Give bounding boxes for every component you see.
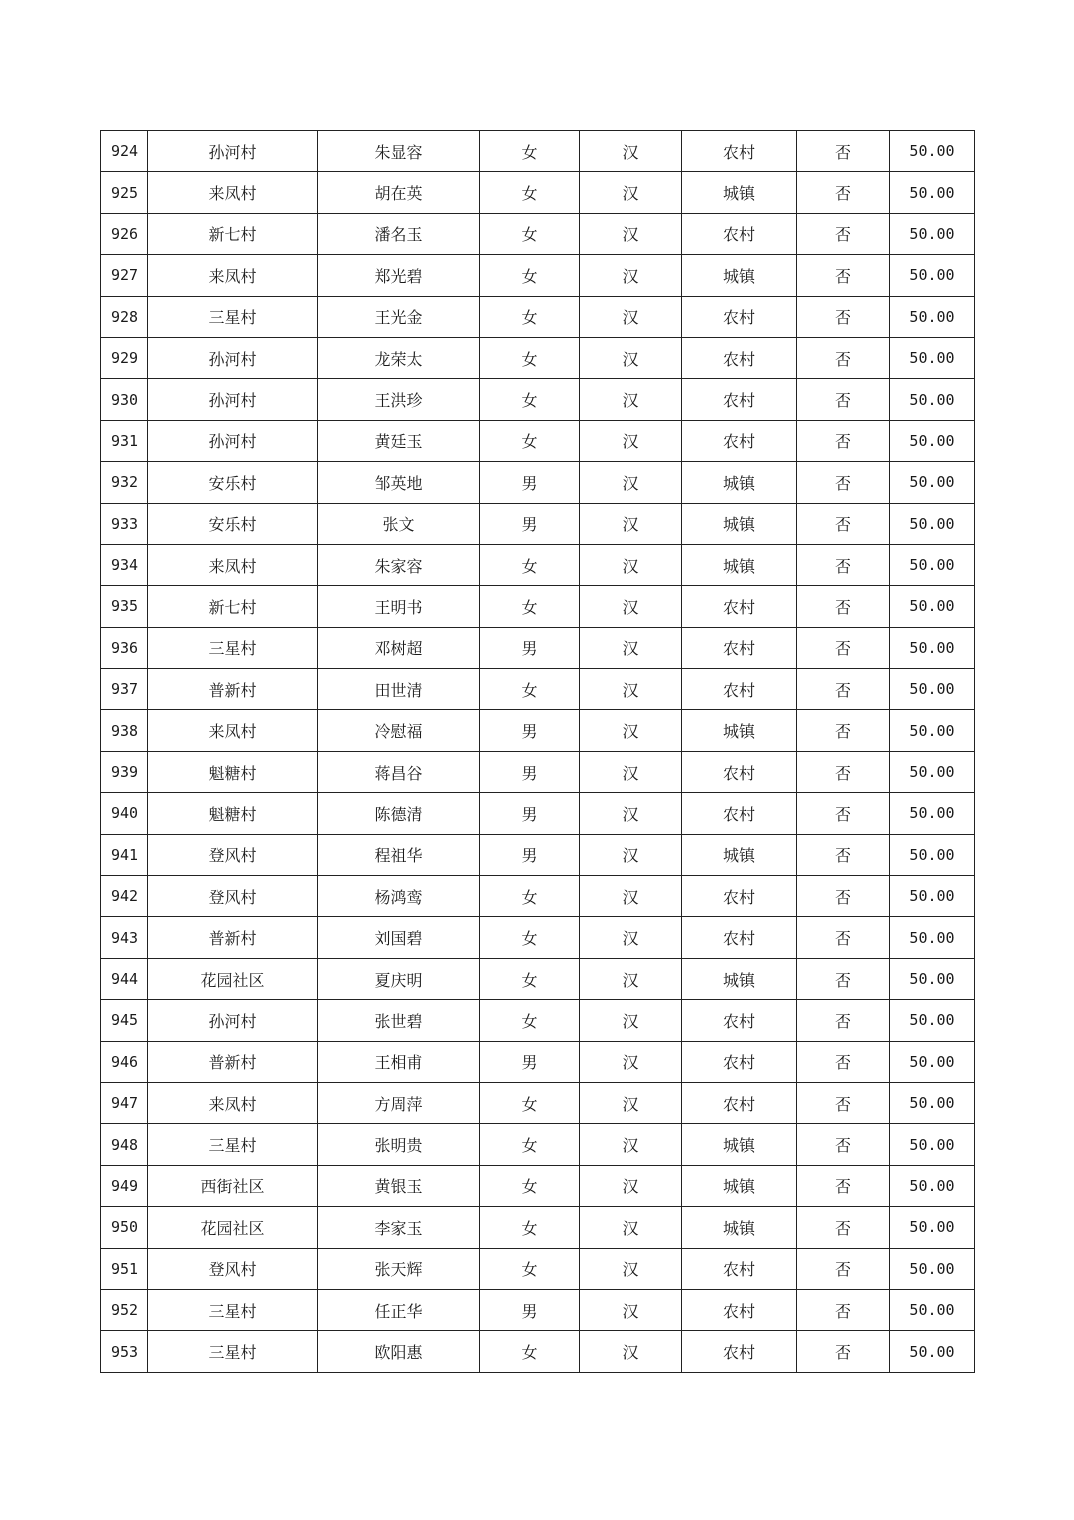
table-row (101, 917, 975, 958)
cell-flag: 否 (797, 793, 890, 834)
cell-gender: 女 (480, 1165, 580, 1206)
roster-table (100, 130, 975, 1373)
cell-gender: 男 (480, 1041, 580, 1082)
cell-village: 孙河村 (148, 379, 318, 420)
cell-flag: 否 (797, 1082, 890, 1123)
cell-person-name: 方周萍 (318, 1082, 480, 1123)
cell-amount: 50.00 (890, 1124, 975, 1165)
cell-serial-number: 940 (101, 793, 148, 834)
cell-residence-type: 农村 (682, 876, 797, 917)
cell-village: 三星村 (148, 627, 318, 668)
cell-residence-type: 农村 (682, 627, 797, 668)
cell-amount: 50.00 (890, 669, 975, 710)
cell-person-name: 黄银玉 (318, 1165, 480, 1206)
cell-person-name: 朱家容 (318, 544, 480, 585)
table-row (101, 1207, 975, 1248)
cell-village: 孙河村 (148, 131, 318, 172)
cell-ethnicity: 汉 (580, 1331, 682, 1372)
cell-ethnicity: 汉 (580, 793, 682, 834)
cell-amount: 50.00 (890, 337, 975, 378)
table-row (101, 1289, 975, 1330)
document-page (100, 130, 974, 1373)
cell-gender: 女 (480, 544, 580, 585)
cell-flag: 否 (797, 1165, 890, 1206)
cell-person-name: 张天辉 (318, 1248, 480, 1289)
table-row (101, 1331, 975, 1372)
cell-serial-number: 927 (101, 255, 148, 296)
cell-residence-type: 城镇 (682, 1124, 797, 1165)
cell-amount: 50.00 (890, 296, 975, 337)
table-row (101, 793, 975, 834)
cell-village: 登风村 (148, 1248, 318, 1289)
cell-amount: 50.00 (890, 420, 975, 461)
cell-person-name: 王洪珍 (318, 379, 480, 420)
cell-village: 魁糖村 (148, 793, 318, 834)
cell-flag: 否 (797, 420, 890, 461)
cell-gender: 男 (480, 793, 580, 834)
cell-serial-number: 933 (101, 503, 148, 544)
cell-person-name: 夏庆明 (318, 958, 480, 999)
cell-serial-number: 934 (101, 544, 148, 585)
cell-person-name: 田世清 (318, 669, 480, 710)
cell-gender: 女 (480, 379, 580, 420)
table-row (101, 958, 975, 999)
cell-gender: 男 (480, 627, 580, 668)
table-row (101, 586, 975, 627)
cell-ethnicity: 汉 (580, 1289, 682, 1330)
table-row (101, 255, 975, 296)
cell-flag: 否 (797, 958, 890, 999)
cell-gender: 女 (480, 1248, 580, 1289)
cell-person-name: 邹英地 (318, 462, 480, 503)
cell-flag: 否 (797, 544, 890, 585)
cell-residence-type: 城镇 (682, 1207, 797, 1248)
cell-gender: 男 (480, 1289, 580, 1330)
cell-residence-type: 农村 (682, 296, 797, 337)
table-row (101, 627, 975, 668)
cell-serial-number: 928 (101, 296, 148, 337)
cell-ethnicity: 汉 (580, 296, 682, 337)
cell-ethnicity: 汉 (580, 255, 682, 296)
cell-village: 来凤村 (148, 255, 318, 296)
cell-serial-number: 925 (101, 172, 148, 213)
cell-amount: 50.00 (890, 1331, 975, 1372)
cell-serial-number: 924 (101, 131, 148, 172)
cell-serial-number: 951 (101, 1248, 148, 1289)
cell-serial-number: 939 (101, 751, 148, 792)
cell-amount: 50.00 (890, 710, 975, 751)
cell-ethnicity: 汉 (580, 462, 682, 503)
cell-gender: 女 (480, 296, 580, 337)
cell-person-name: 龙荣太 (318, 337, 480, 378)
cell-gender: 女 (480, 420, 580, 461)
cell-person-name: 邓树超 (318, 627, 480, 668)
cell-serial-number: 926 (101, 213, 148, 254)
cell-gender: 女 (480, 1331, 580, 1372)
cell-serial-number: 935 (101, 586, 148, 627)
table-row (101, 213, 975, 254)
cell-ethnicity: 汉 (580, 586, 682, 627)
cell-flag: 否 (797, 255, 890, 296)
cell-serial-number: 938 (101, 710, 148, 751)
table-row (101, 420, 975, 461)
cell-person-name: 李家玉 (318, 1207, 480, 1248)
table-row (101, 172, 975, 213)
cell-residence-type: 城镇 (682, 462, 797, 503)
cell-residence-type: 农村 (682, 586, 797, 627)
cell-person-name: 蒋昌谷 (318, 751, 480, 792)
cell-village: 三星村 (148, 296, 318, 337)
cell-amount: 50.00 (890, 958, 975, 999)
cell-serial-number: 937 (101, 669, 148, 710)
cell-flag: 否 (797, 379, 890, 420)
cell-flag: 否 (797, 337, 890, 378)
cell-residence-type: 城镇 (682, 503, 797, 544)
cell-serial-number: 947 (101, 1082, 148, 1123)
cell-ethnicity: 汉 (580, 669, 682, 710)
cell-person-name: 郑光碧 (318, 255, 480, 296)
cell-residence-type: 城镇 (682, 255, 797, 296)
cell-flag: 否 (797, 1331, 890, 1372)
cell-village: 魁糖村 (148, 751, 318, 792)
cell-serial-number: 949 (101, 1165, 148, 1206)
cell-ethnicity: 汉 (580, 379, 682, 420)
cell-village: 花园社区 (148, 1207, 318, 1248)
cell-residence-type: 城镇 (682, 834, 797, 875)
cell-ethnicity: 汉 (580, 834, 682, 875)
cell-gender: 女 (480, 1082, 580, 1123)
cell-gender: 女 (480, 213, 580, 254)
table-row (101, 131, 975, 172)
cell-residence-type: 城镇 (682, 958, 797, 999)
cell-residence-type: 农村 (682, 379, 797, 420)
cell-flag: 否 (797, 1248, 890, 1289)
cell-residence-type: 农村 (682, 1248, 797, 1289)
cell-flag: 否 (797, 876, 890, 917)
cell-ethnicity: 汉 (580, 172, 682, 213)
cell-gender: 男 (480, 503, 580, 544)
cell-ethnicity: 汉 (580, 751, 682, 792)
table-row (101, 876, 975, 917)
cell-amount: 50.00 (890, 793, 975, 834)
cell-village: 安乐村 (148, 503, 318, 544)
cell-serial-number: 952 (101, 1289, 148, 1330)
cell-amount: 50.00 (890, 876, 975, 917)
cell-person-name: 王相甫 (318, 1041, 480, 1082)
cell-ethnicity: 汉 (580, 917, 682, 958)
cell-flag: 否 (797, 462, 890, 503)
cell-gender: 女 (480, 917, 580, 958)
cell-amount: 50.00 (890, 1248, 975, 1289)
cell-amount: 50.00 (890, 1082, 975, 1123)
cell-person-name: 朱显容 (318, 131, 480, 172)
cell-flag: 否 (797, 1000, 890, 1041)
cell-village: 新七村 (148, 213, 318, 254)
cell-gender: 女 (480, 876, 580, 917)
cell-person-name: 王明书 (318, 586, 480, 627)
cell-person-name: 陈德清 (318, 793, 480, 834)
table-row (101, 544, 975, 585)
cell-flag: 否 (797, 172, 890, 213)
cell-gender: 男 (480, 710, 580, 751)
cell-person-name: 杨鸿鸾 (318, 876, 480, 917)
cell-gender: 女 (480, 172, 580, 213)
cell-ethnicity: 汉 (580, 710, 682, 751)
cell-person-name: 欧阳惠 (318, 1331, 480, 1372)
cell-ethnicity: 汉 (580, 627, 682, 668)
cell-amount: 50.00 (890, 255, 975, 296)
cell-village: 登风村 (148, 876, 318, 917)
cell-village: 普新村 (148, 1041, 318, 1082)
cell-amount: 50.00 (890, 503, 975, 544)
cell-flag: 否 (797, 131, 890, 172)
cell-flag: 否 (797, 1207, 890, 1248)
table-row (101, 337, 975, 378)
cell-ethnicity: 汉 (580, 1248, 682, 1289)
cell-amount: 50.00 (890, 1041, 975, 1082)
cell-gender: 男 (480, 751, 580, 792)
cell-residence-type: 农村 (682, 337, 797, 378)
cell-amount: 50.00 (890, 379, 975, 420)
cell-serial-number: 931 (101, 420, 148, 461)
cell-amount: 50.00 (890, 834, 975, 875)
table-row (101, 296, 975, 337)
cell-person-name: 冷慰福 (318, 710, 480, 751)
cell-serial-number: 950 (101, 1207, 148, 1248)
table-row (101, 462, 975, 503)
cell-village: 安乐村 (148, 462, 318, 503)
cell-village: 普新村 (148, 917, 318, 958)
table-row (101, 1082, 975, 1123)
table-row (101, 1165, 975, 1206)
cell-flag: 否 (797, 1041, 890, 1082)
table-row (101, 379, 975, 420)
cell-ethnicity: 汉 (580, 131, 682, 172)
cell-ethnicity: 汉 (580, 1165, 682, 1206)
cell-ethnicity: 汉 (580, 1082, 682, 1123)
cell-ethnicity: 汉 (580, 876, 682, 917)
cell-serial-number: 936 (101, 627, 148, 668)
cell-residence-type: 城镇 (682, 172, 797, 213)
cell-gender: 男 (480, 462, 580, 503)
cell-village: 西街社区 (148, 1165, 318, 1206)
cell-flag: 否 (797, 917, 890, 958)
cell-serial-number: 930 (101, 379, 148, 420)
cell-person-name: 程祖华 (318, 834, 480, 875)
cell-amount: 50.00 (890, 917, 975, 958)
cell-residence-type: 农村 (682, 213, 797, 254)
cell-amount: 50.00 (890, 1165, 975, 1206)
cell-village: 三星村 (148, 1331, 318, 1372)
cell-flag: 否 (797, 1289, 890, 1330)
cell-residence-type: 农村 (682, 1000, 797, 1041)
table-row (101, 751, 975, 792)
cell-ethnicity: 汉 (580, 1000, 682, 1041)
cell-serial-number: 948 (101, 1124, 148, 1165)
cell-flag: 否 (797, 586, 890, 627)
cell-residence-type: 农村 (682, 1331, 797, 1372)
cell-person-name: 王光金 (318, 296, 480, 337)
cell-village: 来凤村 (148, 1082, 318, 1123)
cell-ethnicity: 汉 (580, 544, 682, 585)
roster-body (101, 131, 975, 1373)
cell-person-name: 任正华 (318, 1289, 480, 1330)
cell-amount: 50.00 (890, 627, 975, 668)
cell-gender: 女 (480, 1207, 580, 1248)
cell-flag: 否 (797, 834, 890, 875)
cell-residence-type: 农村 (682, 1041, 797, 1082)
cell-village: 新七村 (148, 586, 318, 627)
cell-serial-number: 932 (101, 462, 148, 503)
cell-village: 花园社区 (148, 958, 318, 999)
cell-amount: 50.00 (890, 213, 975, 254)
cell-amount: 50.00 (890, 131, 975, 172)
cell-amount: 50.00 (890, 544, 975, 585)
cell-ethnicity: 汉 (580, 213, 682, 254)
cell-village: 来凤村 (148, 172, 318, 213)
table-row (101, 834, 975, 875)
cell-amount: 50.00 (890, 1289, 975, 1330)
cell-amount: 50.00 (890, 586, 975, 627)
cell-ethnicity: 汉 (580, 1124, 682, 1165)
cell-residence-type: 农村 (682, 1289, 797, 1330)
cell-person-name: 胡在英 (318, 172, 480, 213)
cell-amount: 50.00 (890, 462, 975, 503)
cell-residence-type: 城镇 (682, 710, 797, 751)
cell-village: 三星村 (148, 1124, 318, 1165)
cell-residence-type: 城镇 (682, 544, 797, 585)
table-row (101, 710, 975, 751)
cell-village: 孙河村 (148, 337, 318, 378)
cell-gender: 女 (480, 669, 580, 710)
table-row (101, 503, 975, 544)
cell-ethnicity: 汉 (580, 503, 682, 544)
cell-gender: 女 (480, 586, 580, 627)
cell-person-name: 张文 (318, 503, 480, 544)
cell-amount: 50.00 (890, 1000, 975, 1041)
cell-person-name: 潘名玉 (318, 213, 480, 254)
cell-person-name: 黄廷玉 (318, 420, 480, 461)
table-row (101, 1041, 975, 1082)
cell-serial-number: 953 (101, 1331, 148, 1372)
cell-flag: 否 (797, 503, 890, 544)
cell-gender: 男 (480, 834, 580, 875)
cell-village: 普新村 (148, 669, 318, 710)
cell-amount: 50.00 (890, 172, 975, 213)
cell-person-name: 张明贵 (318, 1124, 480, 1165)
cell-flag: 否 (797, 710, 890, 751)
cell-person-name: 张世碧 (318, 1000, 480, 1041)
cell-ethnicity: 汉 (580, 1041, 682, 1082)
cell-serial-number: 941 (101, 834, 148, 875)
cell-ethnicity: 汉 (580, 958, 682, 999)
cell-residence-type: 农村 (682, 917, 797, 958)
cell-village: 三星村 (148, 1289, 318, 1330)
cell-gender: 女 (480, 337, 580, 378)
cell-flag: 否 (797, 669, 890, 710)
cell-flag: 否 (797, 1124, 890, 1165)
cell-gender: 女 (480, 958, 580, 999)
cell-residence-type: 农村 (682, 669, 797, 710)
cell-serial-number: 929 (101, 337, 148, 378)
cell-serial-number: 944 (101, 958, 148, 999)
cell-gender: 女 (480, 255, 580, 296)
cell-village: 来凤村 (148, 710, 318, 751)
cell-ethnicity: 汉 (580, 1207, 682, 1248)
table-row (101, 1248, 975, 1289)
cell-residence-type: 农村 (682, 420, 797, 461)
cell-residence-type: 城镇 (682, 1165, 797, 1206)
cell-residence-type: 农村 (682, 1082, 797, 1123)
cell-amount: 50.00 (890, 751, 975, 792)
cell-village: 孙河村 (148, 1000, 318, 1041)
cell-gender: 女 (480, 1124, 580, 1165)
table-row (101, 1124, 975, 1165)
cell-gender: 女 (480, 131, 580, 172)
cell-residence-type: 农村 (682, 131, 797, 172)
cell-residence-type: 农村 (682, 793, 797, 834)
cell-serial-number: 945 (101, 1000, 148, 1041)
cell-village: 孙河村 (148, 420, 318, 461)
cell-serial-number: 942 (101, 876, 148, 917)
cell-ethnicity: 汉 (580, 337, 682, 378)
cell-flag: 否 (797, 751, 890, 792)
cell-amount: 50.00 (890, 1207, 975, 1248)
table-row (101, 1000, 975, 1041)
cell-serial-number: 943 (101, 917, 148, 958)
cell-residence-type: 农村 (682, 751, 797, 792)
cell-flag: 否 (797, 213, 890, 254)
cell-person-name: 刘国碧 (318, 917, 480, 958)
cell-ethnicity: 汉 (580, 420, 682, 461)
cell-flag: 否 (797, 627, 890, 668)
cell-village: 登风村 (148, 834, 318, 875)
cell-flag: 否 (797, 296, 890, 337)
cell-gender: 女 (480, 1000, 580, 1041)
cell-serial-number: 946 (101, 1041, 148, 1082)
cell-village: 来凤村 (148, 544, 318, 585)
table-row (101, 669, 975, 710)
